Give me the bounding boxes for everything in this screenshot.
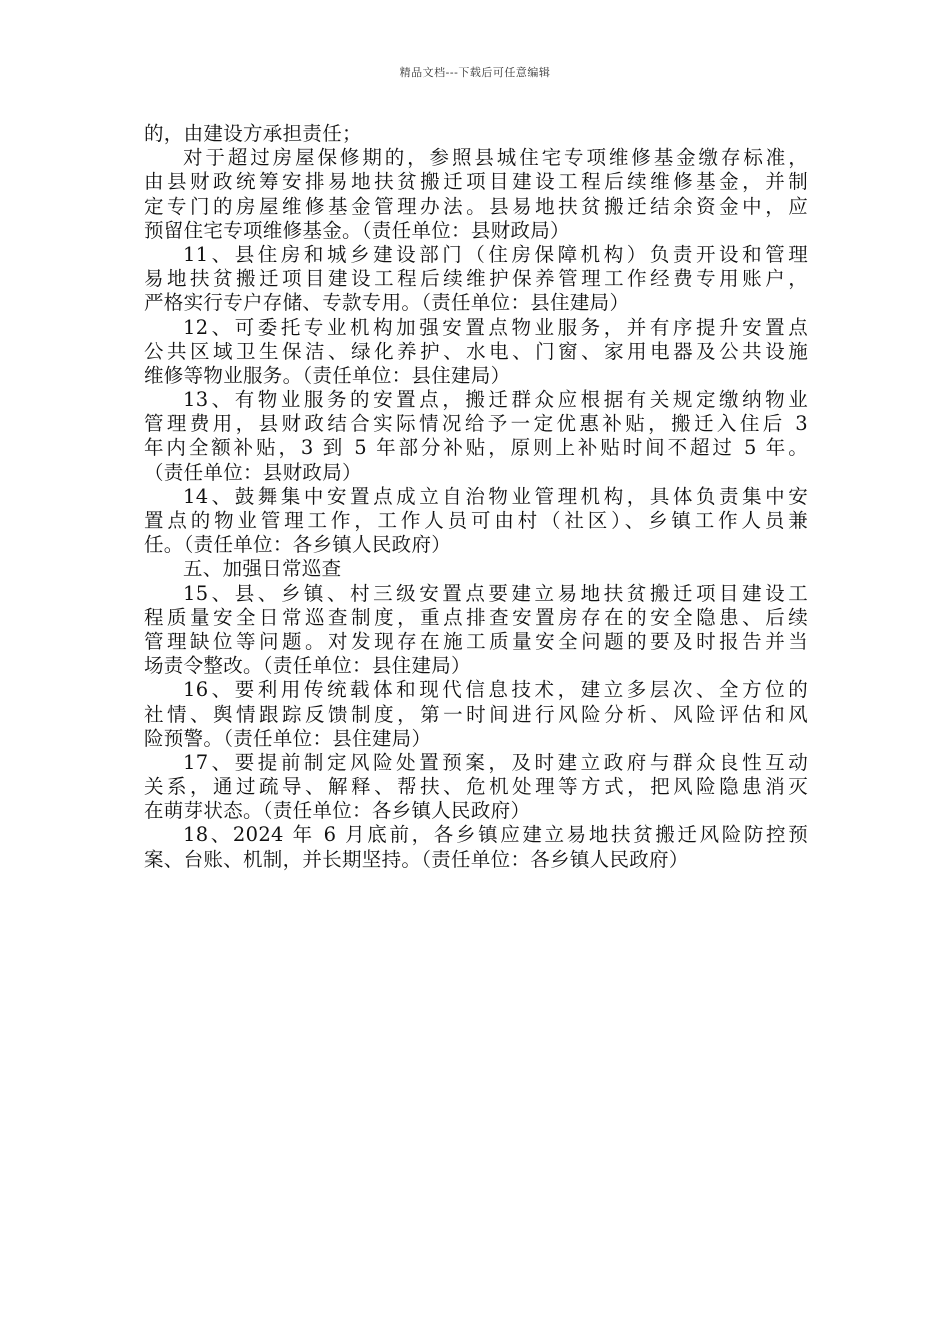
text-line: 17、要提前制定风险处置预案，及时建立政府与群众良性互动 xyxy=(183,750,808,774)
text-line: 12、可委托专业机构加强安置点物业服务，并有序提升安置点 xyxy=(183,315,808,339)
text-line: 预留住宅专项维修基金。（责任单位：县财政局） xyxy=(144,218,570,242)
text-line: 易地扶贫搬迁项目建设工程后续维护保养管理工作经费专用账户， xyxy=(144,267,808,291)
text-line: 案、台账、机制，并长期坚持。（责任单位：各乡镇人民政府） xyxy=(144,847,689,871)
text-line: 年内全额补贴，3 到 5 年部分补贴，原则上补贴时间不超过 5 年。 xyxy=(144,436,808,460)
text-line: 16、要利用传统载体和现代信息技术，建立多层次、全方位的 xyxy=(183,678,808,702)
text-line: 管理费用，县财政结合实际情况给予一定优惠补贴，搬迁入住后 3 xyxy=(144,412,808,436)
text-line: 的，由建设方承担责任； xyxy=(144,122,362,145)
text-line: 18、2024 年 6 月底前，各乡镇应建立易地扶贫搬迁风险防控预 xyxy=(183,823,808,847)
text-line: 严格实行专户存储、专款专用。（责任单位：县住建局） xyxy=(144,291,630,315)
text-line: 定专门的房屋维修基金管理办法。县易地扶贫搬迁结余资金中，应 xyxy=(144,194,808,218)
text-line: 维修等物业服务。（责任单位：县住建局） xyxy=(144,363,511,387)
text-line: 13、有物业服务的安置点，搬迁群众应根据有关规定缴纳物业 xyxy=(183,388,808,412)
text-line: 程质量安全日常巡查制度，重点排查安置房存在的安全隐患、后续 xyxy=(144,605,808,629)
text-line: 在萌芽状态。（责任单位：各乡镇人民政府） xyxy=(144,799,531,823)
text-line: 任。（责任单位：各乡镇人民政府） xyxy=(144,533,452,557)
text-line: 对于超过房屋保修期的，参照县城住宅专项维修基金缴存标准， xyxy=(183,146,808,170)
text-line: 15、县、乡镇、村三级安置点要建立易地扶贫搬迁项目建设工 xyxy=(183,581,808,605)
text-line: 由县财政统筹安排易地扶贫搬迁项目建设工程后续维修基金，并制 xyxy=(144,170,808,194)
text-line: 公共区域卫生保洁、绿化养护、水电、门窗、家用电器及公共设施 xyxy=(144,339,808,363)
text-line: 五、加强日常巡查 xyxy=(183,557,342,581)
page-header: 精品文档---下载后可任意编辑 xyxy=(399,66,551,79)
text-line: 险预警。（责任单位：县住建局） xyxy=(144,726,432,750)
text-line: 关系，通过疏导、解释、帮扶、危机处理等方式，把风险隐患消灭 xyxy=(144,775,808,799)
text-line: 置点的物业管理工作，工作人员可由村（社区）、乡镇工作人员兼 xyxy=(144,509,808,532)
text-line: 11、县住房和城乡建设部门（住房保障机构）负责开设和管理 xyxy=(183,242,808,266)
text-line: 管理缺位等问题。对发现存在施工质量安全问题的要及时报告并当 xyxy=(144,629,808,653)
text-line: （责任单位：县财政局） xyxy=(144,460,362,484)
text-line: 14、鼓舞集中安置点成立自治物业管理机构，具体负责集中安 xyxy=(183,484,808,508)
text-line: 场责令整改。（责任单位：县住建局） xyxy=(144,654,471,678)
document-body xyxy=(144,122,808,872)
text-line: 社情、舆情跟踪反馈制度，第一时间进行风险分析、风险评估和风 xyxy=(144,702,808,726)
